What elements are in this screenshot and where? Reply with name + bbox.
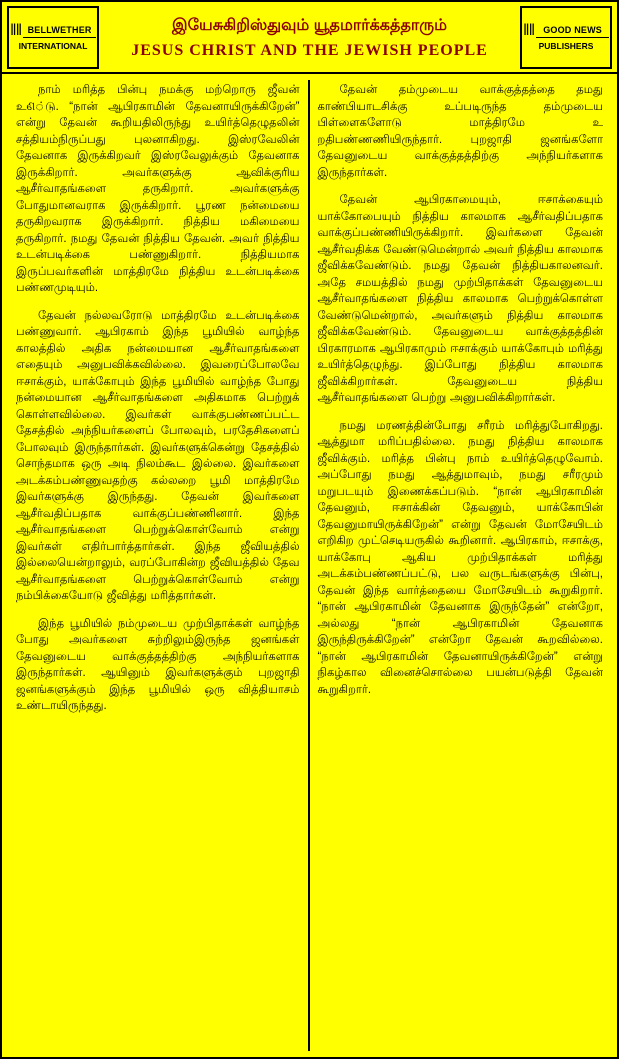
paragraph: தேவன் தம்முடைய வாக்குத்தத்தை தமது காண்பியாடசிக்கு உப்படிருந்த தம்முடைய பிள்ளைகளோடு மாத்திரமே உ றதிபண்ணணியிருந்தார். புறஜாதி ஜனங்களோ தேவனுடைய வாக்குத்தத்திற்கு அந்நியர்களாக இருந்தார்கள். (317, 84, 603, 179)
column-left (8, 80, 310, 1051)
goodnews-logo-row (523, 23, 609, 39)
paragraph: தேவன் நல்லவரோடு மாத்திரமே உடன்படிக்கை பண்ணுவார். ஆபிரகாம் இந்த பூமியில் வாழ்ந்த காலத்தில் அதிக நன்மையான ஆசீர்வாதங்களை எதையும் அனுபவிக்கவில்லை. இவரைப்போலவே ஈசாக்கும், யாக்கோபும் இந்த பூமியில் வாழ்ந்த போது நன்மையான ஆசீர்வாதங்களை அதிகமாக பெற்றுக் கொள்ளவில்லை. இவர்கள் வாக்குபண்ணப்பட்ட தேசத்தில் அந்நியர்களைப் போலவும், பரதேசிகளைப் போலவும் இருந்தார்கள். இவர்களுக்கென்று தேசத்தில் சொந்தமாக ஒரு அடி நிலம்கூட இல்லை. இவர்களை அடக்கம்பண்ணுவதற்கு கல்லறை பூமி மாத்திரமே இவர்களுக்கு இருந்தது. தேவன் இவர்களை ஆசீர்வதிப்பதாக வாக்குப்பண்ணினார். இந்த ஆசீர்வாதங்களை பெற்றுக்கொள்வோம் என்று இவர்கள் எதிர்பார்த்தார்கள். இந்த ஜீவியத்தில் இல்லையென்றாலும், வரப்போகின்ற ஜீவியத்தில் தேவ ஆசீர்வாதங்களை பெற்றுக்கொள்வோம் என்று நம்பிக்கையோடு ஜீவித்து மரித்தார்கள். (16, 309, 300, 602)
publisher-logo-goodnews (520, 6, 612, 69)
paragraph: நாம் மரித்த பின்பு நமக்கு மற்றொரு ஜீவன் உଣ்டு. “நான் ஆபிரகாமின் தேவனாயிருக்கிறேன்” என்று தேவன் கூறியதிலிருந்து உயிர்த்தெழுதலின் சத்தியம்நிருப்பது புலனாகிறது. இஸ்ரவேலின் தேவனாக இருக்கிறவர் இஸ்ரவேலுக்கும் தேவனாக இருக்கிறார். அவர்களுக்கு ஆவிக்குரிய ஆசீர்வாதங்களை தருகிறார். அவர்களுக்கு போதுமானவராக இருக்கிறார். பூரண நன்மையை தருகிறவராக இருக்கிறார். நித்திய மகிமையை தருகிறார். நமது தேவன் நித்திய தேவன். அவர் நித்திய உடன்படிக்கை பண்ணுகிறார். நித்தியமாக இருப்பவர்களின் மாத்திரமே நித்திய உடன்படிக்கை பண்ணமுடியும். (16, 84, 300, 294)
goodnews-name: GOOD NEWS (536, 25, 609, 38)
column-right (310, 80, 612, 1051)
bellwether-subtitle: INTERNATIONAL (18, 41, 88, 51)
publisher-logo-bellwether (7, 6, 99, 69)
bellwether-logo-row (10, 23, 96, 39)
page-title-tamil: இயேசுகிறிஸ்துவும் யூதமார்க்கத்தாரும் (172, 16, 447, 34)
paragraph: இந்த பூமியில் நம்முடைய முற்பிதாக்கள் வாழ்ந்த போது அவர்களை சுற்றிலும்இருந்த ஜனங்கள் தேவனுடைய வாக்குத்தத்திற்கு அந்நியர்களாக இருந்தார்கள். ஆயினும் இவர்களுக்கும் புறஜாதி ஜனங்களுக்கும் இந்த பூமியில் ஒரு வித்தியாசம் உண்டாயிருந்தது. (16, 617, 300, 712)
paragraph: நமது மரணத்தின்போது சரீரம் மரித்துபோகிறது. ஆத்துமா மரிப்பதில்லை. நமது நித்திய காலமாக ஜீவிக்கும். மரித்த பின்பு நாம் உயிர்த்தெழுவோம். அப்போது நமது ஆத்துமாவும், நமது சரீரமும் மறுபடயும் இணைக்கப்படும். “நான் ஆபிரகாமின் தேவனும், ஈசாக்கின் தேவனும், யாக்கோபின் தேவனுமாயிருக்கிறேன்” என்று தேவன் மோசேயிடம் எறிகிற முட்செடியருகில் கூறினார். ஆபிரகாம், ஈசாக்கு, யாக்கோபு ஆகிய முற்பிதாக்கள் மரித்து அடக்கம்பண்ணப்பட்டு, பல வருடங்களுக்கு பின்பு, தேவன் இந்த வார்த்தையை மோசேயிடம் கூறுகிறார். “நான் ஆபிரகாமின் தேவனாக இருந்தேன்” என்றோ, அல்லது “நான் ஆபிரகாமின் தேவனாக இருந்திருக்கிறேன்” என்றோ தேவன் கூறவில்லை. “நான் ஆபிரகாமின் தேவனாயிருக்கிறேன்” என்று நிகழ்கால வினைச்சொல்லை பயன்படுத்தி தேவன் கூறுகிறார். (317, 419, 603, 696)
body-columns (2, 74, 617, 1057)
page-header (2, 2, 617, 74)
page-title-english: JESUS CHRIST AND THE JEWISH PEOPLE (131, 41, 488, 59)
goodnews-subtitle: PUBLISHERS (538, 41, 594, 51)
paragraph: தேவன் ஆபிரகாமையும், ஈசாக்கையும் யாக்கோபையும் நித்திய காலமாக ஆசீர்வதிப்பதாக வாக்குப்பண்ணியிருக்கிறார். இவர்களை தேவன் ஆசீர்வதிக்க வேண்டுமென்றால் அவர் நித்திய காலமாக ஜீவிக்கவேண்டும். நமது தேவன் நித்தியகாலனவர். அதே சமயத்தில் நமது முற்பிதாக்கள் தேவனுடைய ஆசீர்வாதங்களை நித்திய காலமாக பெற்றுக்கொள்ள வேண்டுமென்றால், அவர்களும் நித்திய காலமாக ஜீவிக்கவேண்டும். தேவனுடைய வாக்குத்தத்தின் பிரகாரமாக ஆபிரகாமும் ஈசாக்கும் யாக்கோபும் மரித்து உயிர்த்தெழுந்து. இப்போது நித்திய காலமாக ஜீவிக்கிறார்கள். தேவனுடைய நித்திய ஆசீர்வாதங்களை பெற்று அனுபவிக்கிறார்கள். (317, 194, 603, 404)
bellwether-name: BELLWETHER (23, 25, 96, 38)
book-icon: ‖‖ (523, 22, 535, 39)
title-block (99, 6, 520, 69)
book-icon: ‖‖ (10, 22, 22, 39)
